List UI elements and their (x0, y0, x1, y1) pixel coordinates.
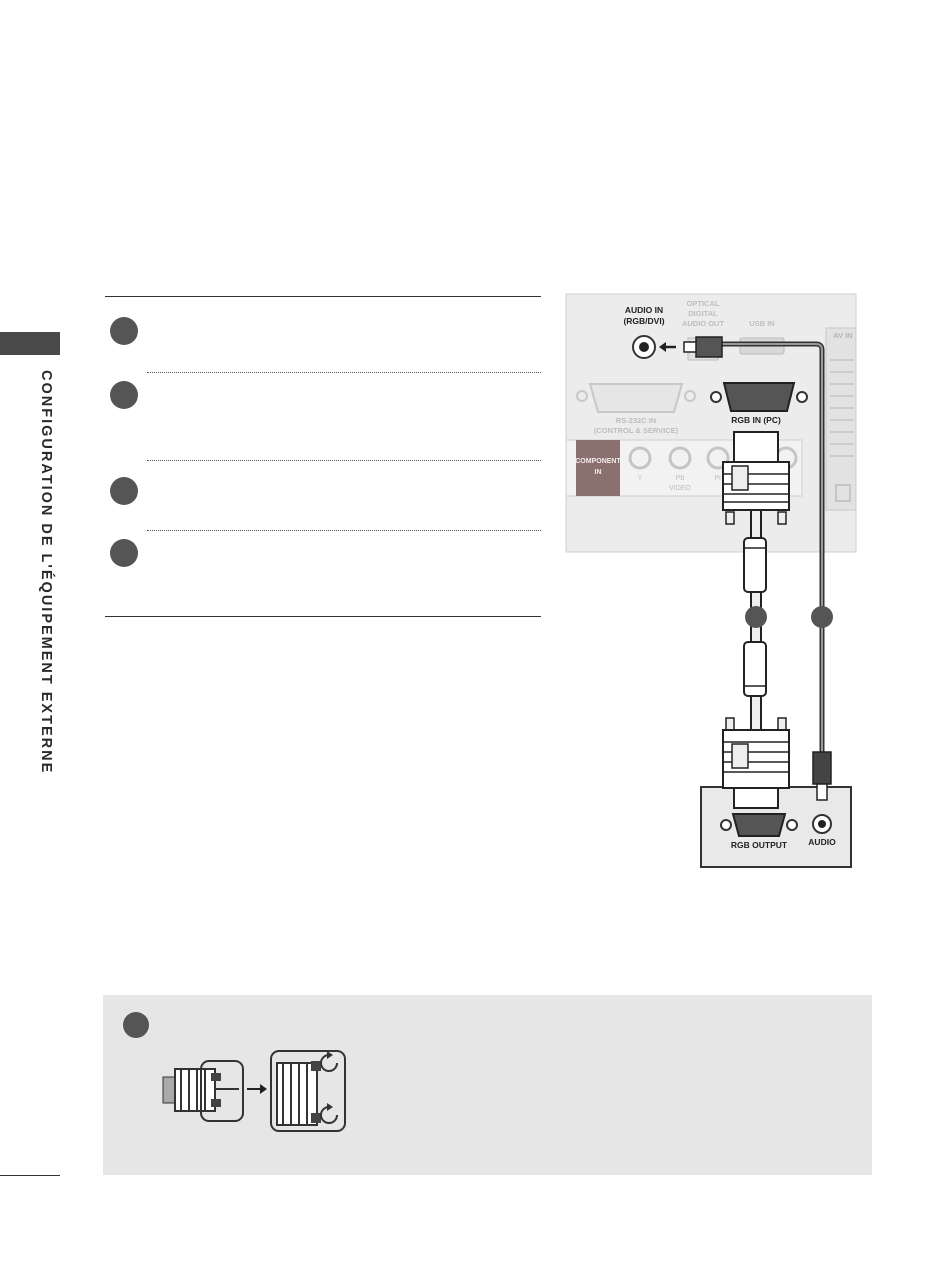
step-1-marker (110, 317, 138, 345)
steps-bottom-rule (105, 616, 541, 617)
footer-rule (0, 1175, 60, 1176)
step-4-marker (110, 539, 138, 567)
rs232c-sub-label: (CONTROL & SERVICE) (593, 426, 679, 435)
av-in-label: AV IN (833, 331, 853, 340)
vga-ferrite-top (744, 538, 766, 592)
audio-label: AUDIO (808, 837, 836, 847)
audio-in-jack (633, 336, 655, 358)
component-in-label: COMPONENT (575, 458, 621, 465)
component-pb-label: Pb (675, 475, 685, 482)
rgb-output-label: RGB OUTPUT (730, 840, 788, 850)
step-divider (147, 372, 541, 373)
tip-box (103, 995, 872, 1175)
audio-in-label: AUDIO IN (624, 305, 664, 315)
vga-plug-loose (163, 1061, 243, 1121)
component-in-label-2: IN (594, 469, 602, 476)
rs232c-label: RS-232C IN (615, 416, 657, 425)
step-3-marker (110, 477, 138, 505)
optical-label: OPTICAL (686, 299, 720, 308)
rgb-in-label: RGB IN (PC) (731, 415, 781, 425)
video-label: VIDEO (669, 485, 691, 492)
optical-label-3: AUDIO OUT (681, 319, 725, 328)
step-divider (147, 460, 541, 461)
vga-plug-tightened (271, 1051, 345, 1131)
step-2-marker (110, 381, 138, 409)
component-y-label: Y (637, 475, 643, 482)
audio-cable-marker (811, 606, 833, 628)
tip-marker (123, 1012, 149, 1038)
component-pr-label: Pr (714, 475, 722, 482)
chapter-title: CONFIGURATION DE L'ÉQUIPEMENT EXTERNE (38, 370, 54, 775)
vga-cable-marker (745, 606, 767, 628)
rotate-clockwise-icon (321, 1051, 337, 1123)
step-divider (147, 530, 541, 531)
vga-ferrite-bottom (744, 642, 766, 696)
av-in-scart (826, 328, 856, 510)
screw-tightening-diagram (161, 1033, 351, 1141)
audio-in-sub-label: (RGB/DVI) (623, 316, 665, 326)
steps-top-rule (105, 296, 541, 297)
chapter-tab (0, 332, 60, 355)
connection-diagram (560, 290, 860, 880)
audio-out-jack (813, 815, 831, 833)
optical-label-2: DIGITAL (688, 309, 718, 318)
component-label-bg (576, 440, 620, 496)
arrow-right-icon (247, 1084, 267, 1094)
usb-in-label: USB IN (749, 319, 775, 328)
tv-rear-panel (566, 294, 856, 552)
